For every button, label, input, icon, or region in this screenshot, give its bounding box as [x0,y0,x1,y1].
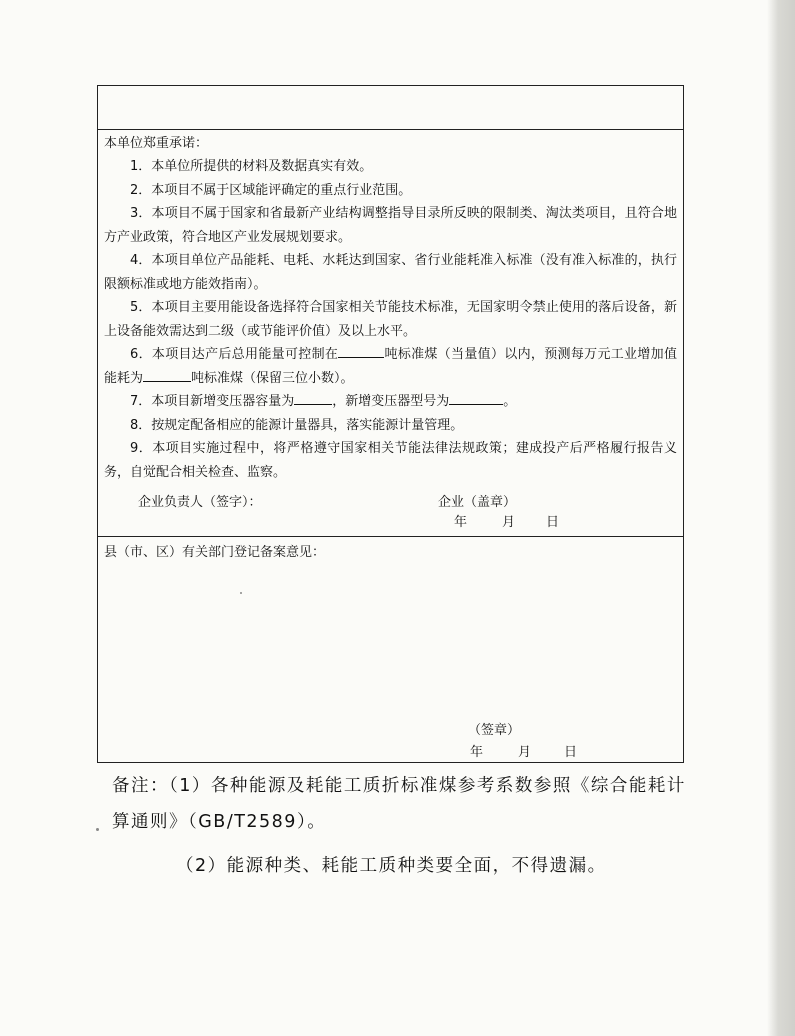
energy-per-value-blank[interactable] [143,367,191,382]
remarks [112,768,692,884]
commitment-item-4: 4．本项目单位产品能耗、电耗、水耗达到国家、省行业能耗准入标准（没有准入标准的，执行限额标准或地方能效指南）。 [104,253,677,292]
commitment-section [98,129,683,537]
commitment-item-3: 3．本项目不属于国家和省最新产业结构调整指导目录所反映的限制类、淘汰类项目，且符合地方产业政策，符合地区产业发展规划要求。 [104,206,677,245]
scan-speck [96,828,99,831]
commitment-form-table [97,85,684,763]
item6-text-b: 吨标准煤（当量值）以内，预测每万元工业增加值能耗为 [104,347,677,386]
table-top-blank-row [98,86,683,130]
date-year: 年 [454,515,468,530]
reg-date-year: 年 [470,745,484,760]
reg-date-day: 日 [564,745,578,760]
registration-section [98,537,683,762]
item6-text-c: 吨标准煤（保留三位小数）。 [191,370,354,386]
commitment-item-5: 5．本项目主要用能设备选择符合国家相关节能技术标准，无国家明令禁止使用的落后设备，新上设备能效需达到二级（或节能评价值）及以上水平。 [104,300,677,339]
item6-text-a: 6．本项目达产后总用能量可控制在 [130,347,339,362]
registration-date [470,741,577,765]
item7-text-a: 7．本项目新增变压器容量为 [130,394,295,409]
item7-text-c: 。 [503,394,517,409]
commitment-item-9: 9．本项目实施过程中，将严格遵守国家相关节能法律法规政策；建成投产后严格履行报告义务，自觉配合相关检查、监察。 [104,441,677,480]
total-energy-blank[interactable] [338,343,384,358]
transformer-model-blank[interactable] [449,390,503,405]
reg-date-month: 月 [518,745,532,760]
commitment-item-1: 1．本单位所提供的材料及数据真实有效。 [130,159,373,174]
commitment-date [454,511,559,535]
company-seal-label: 企业（盖章） [438,495,517,510]
commitment-item-8: 8．按规定配备相应的能源计量器具，落实能源计量管理。 [130,417,464,433]
registration-seal-label: （签章） [468,723,521,738]
commitment-heading: 本单位郑重承诺： [104,136,209,151]
scan-speck [240,592,242,594]
commitment-item-7 [104,390,677,414]
commitment-item-2: 2．本项目不属于区域能评确定的重点行业范围。 [130,182,412,198]
transformer-capacity-blank[interactable] [294,390,332,405]
signer-label: 企业负责人（签字）： [138,495,262,510]
scan-edge-shadow [767,0,795,1036]
remark-2: （2）能源种类、耗能工质种类要全面，不得遗漏。 [176,856,607,876]
commitment-items [104,155,677,484]
registration-heading: 县（市、区）有关部门登记备案意见： [104,545,326,560]
remark-1: 备注：（1）各种能源及耗能工质折标准煤参考系数参照《综合能耗计算通则》（GB/T2589）。 [112,776,686,832]
item7-text-b: ，新增变压器型号为 [332,394,450,409]
date-day: 日 [546,515,560,530]
date-month: 月 [502,515,516,530]
commitment-item-6 [104,343,677,390]
